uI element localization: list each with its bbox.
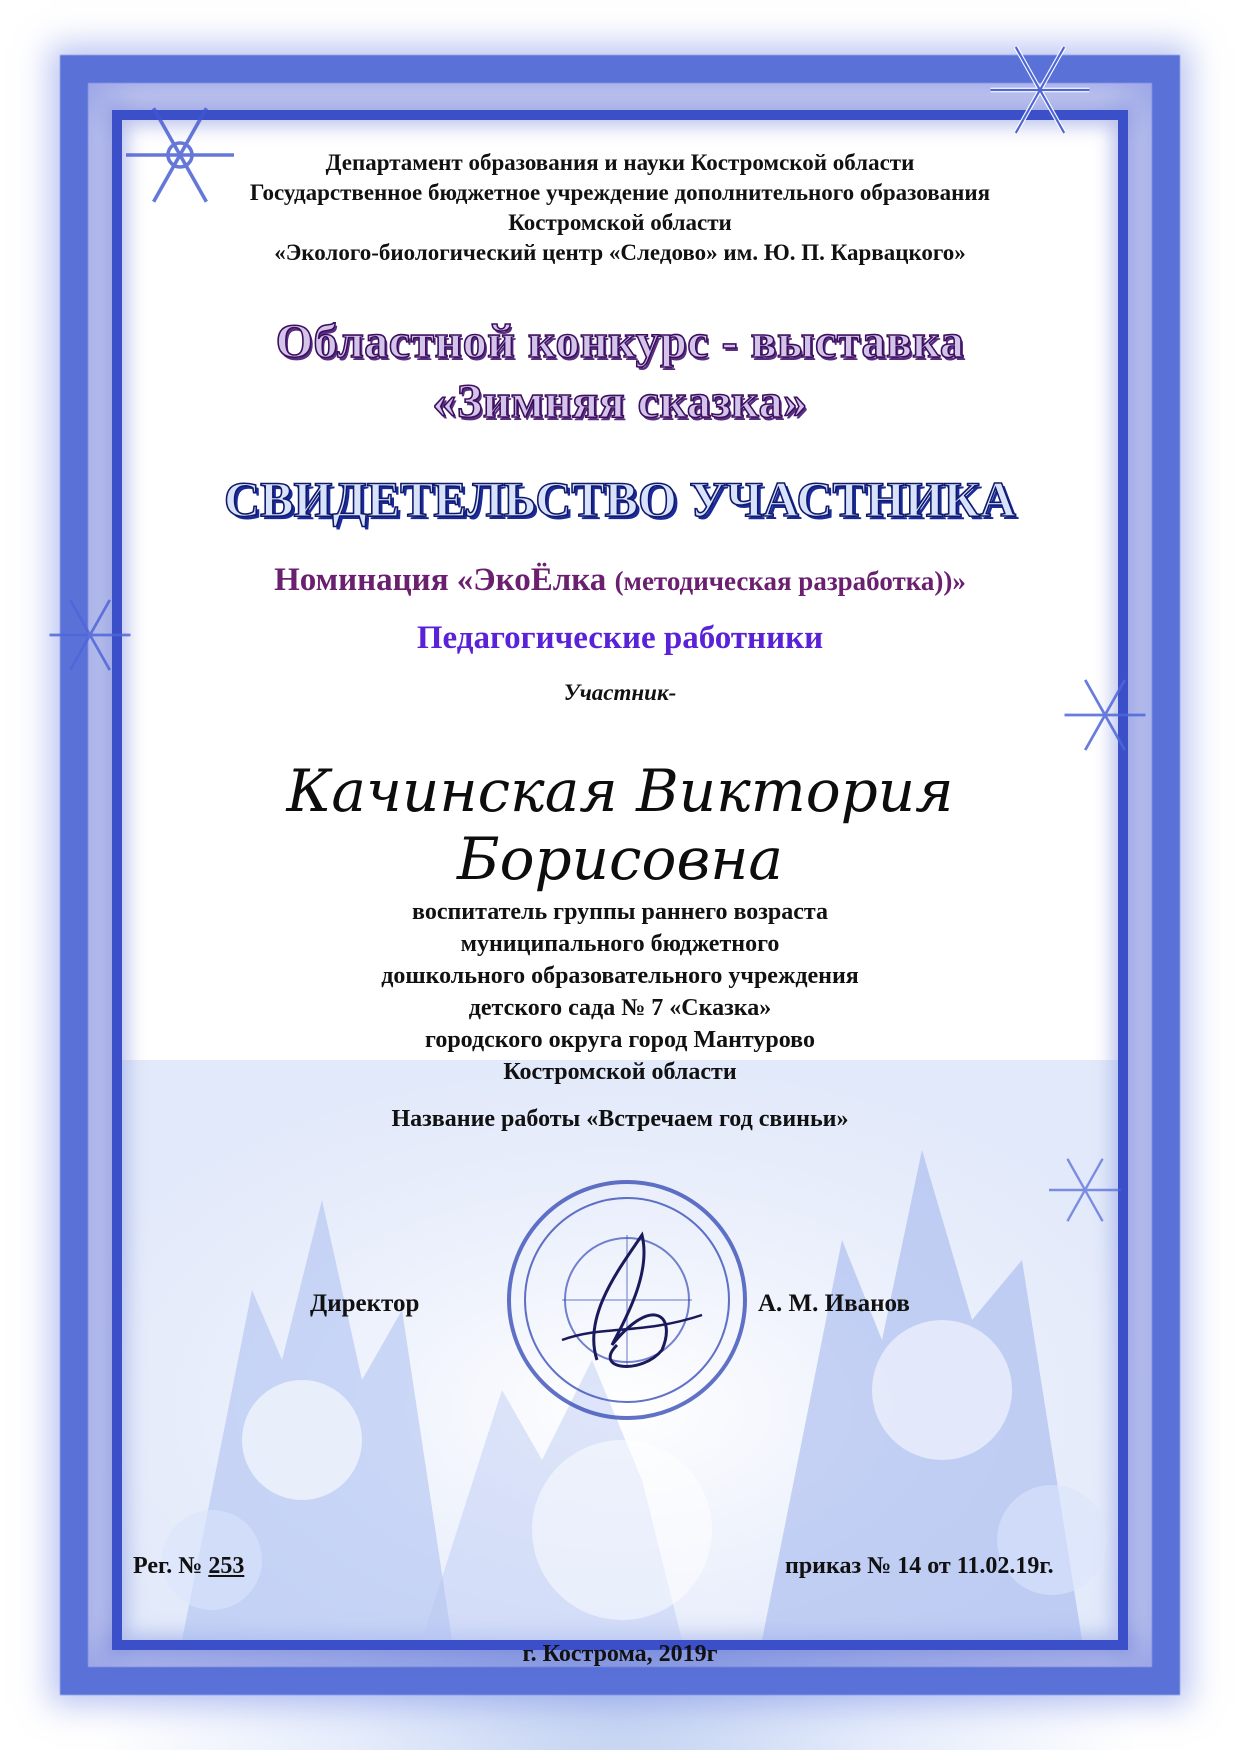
official-stamp xyxy=(502,1175,752,1425)
contest-title-line-1: Областной конкурс - выставка xyxy=(275,315,965,368)
participant-label: Участник- xyxy=(563,680,677,705)
nomination-detail: (методическая разработка))» xyxy=(614,566,966,596)
registration-number xyxy=(133,1553,244,1580)
signature-name: А. М. Иванов xyxy=(758,1290,910,1317)
snowflake-icon xyxy=(985,35,1095,145)
order-reference: приказ № 14 от 11.02.19г. xyxy=(785,1553,1054,1579)
participant-category: Педагогические работники xyxy=(416,620,824,656)
participant-details xyxy=(130,896,1110,1088)
participant-name: Качинская Виктория Борисовна xyxy=(286,757,954,893)
organization-header xyxy=(130,148,1110,268)
details-line: муниципального бюджетного xyxy=(460,931,780,957)
city-year: г. Кострома, 2019г xyxy=(522,1641,718,1667)
work-title: Название работы «Встречаем год свиньи» xyxy=(391,1106,849,1132)
nomination-prefix: Номинация «ЭкоЁлка xyxy=(274,562,615,598)
details-line: городского округа город Мантурово xyxy=(425,1027,815,1053)
header-line-2: Государственное бюджетное учреждение дополнительного образования xyxy=(249,180,991,205)
signature-role: Директор xyxy=(310,1290,420,1317)
nomination xyxy=(130,562,1110,599)
header-line-4: «Эколого-биологический центр «Следово» им. Ю. П. Карвацкого» xyxy=(274,240,966,265)
details-line: дошкольного образовательного учреждения xyxy=(381,963,859,989)
details-line: Костромской области xyxy=(503,1059,737,1085)
details-line: воспитатель группы раннего возраста xyxy=(412,899,828,925)
header-line-3: Костромской области xyxy=(508,210,732,235)
registration-label: Рег. № xyxy=(133,1553,209,1579)
contest-title-line-2: «Зимняя сказка» xyxy=(432,375,808,428)
header-line-1: Департамент образования и науки Костромской области xyxy=(325,150,915,175)
registration-value: 253 xyxy=(208,1553,245,1579)
snowflake-icon xyxy=(1045,1150,1125,1230)
contest-title xyxy=(130,312,1110,432)
certificate-title: СВИДЕТЕЛЬСТВО УЧАСТНИКА xyxy=(223,471,1017,527)
snowflake-icon xyxy=(45,590,135,680)
details-line: детского сада № 7 «Сказка» xyxy=(468,995,772,1021)
